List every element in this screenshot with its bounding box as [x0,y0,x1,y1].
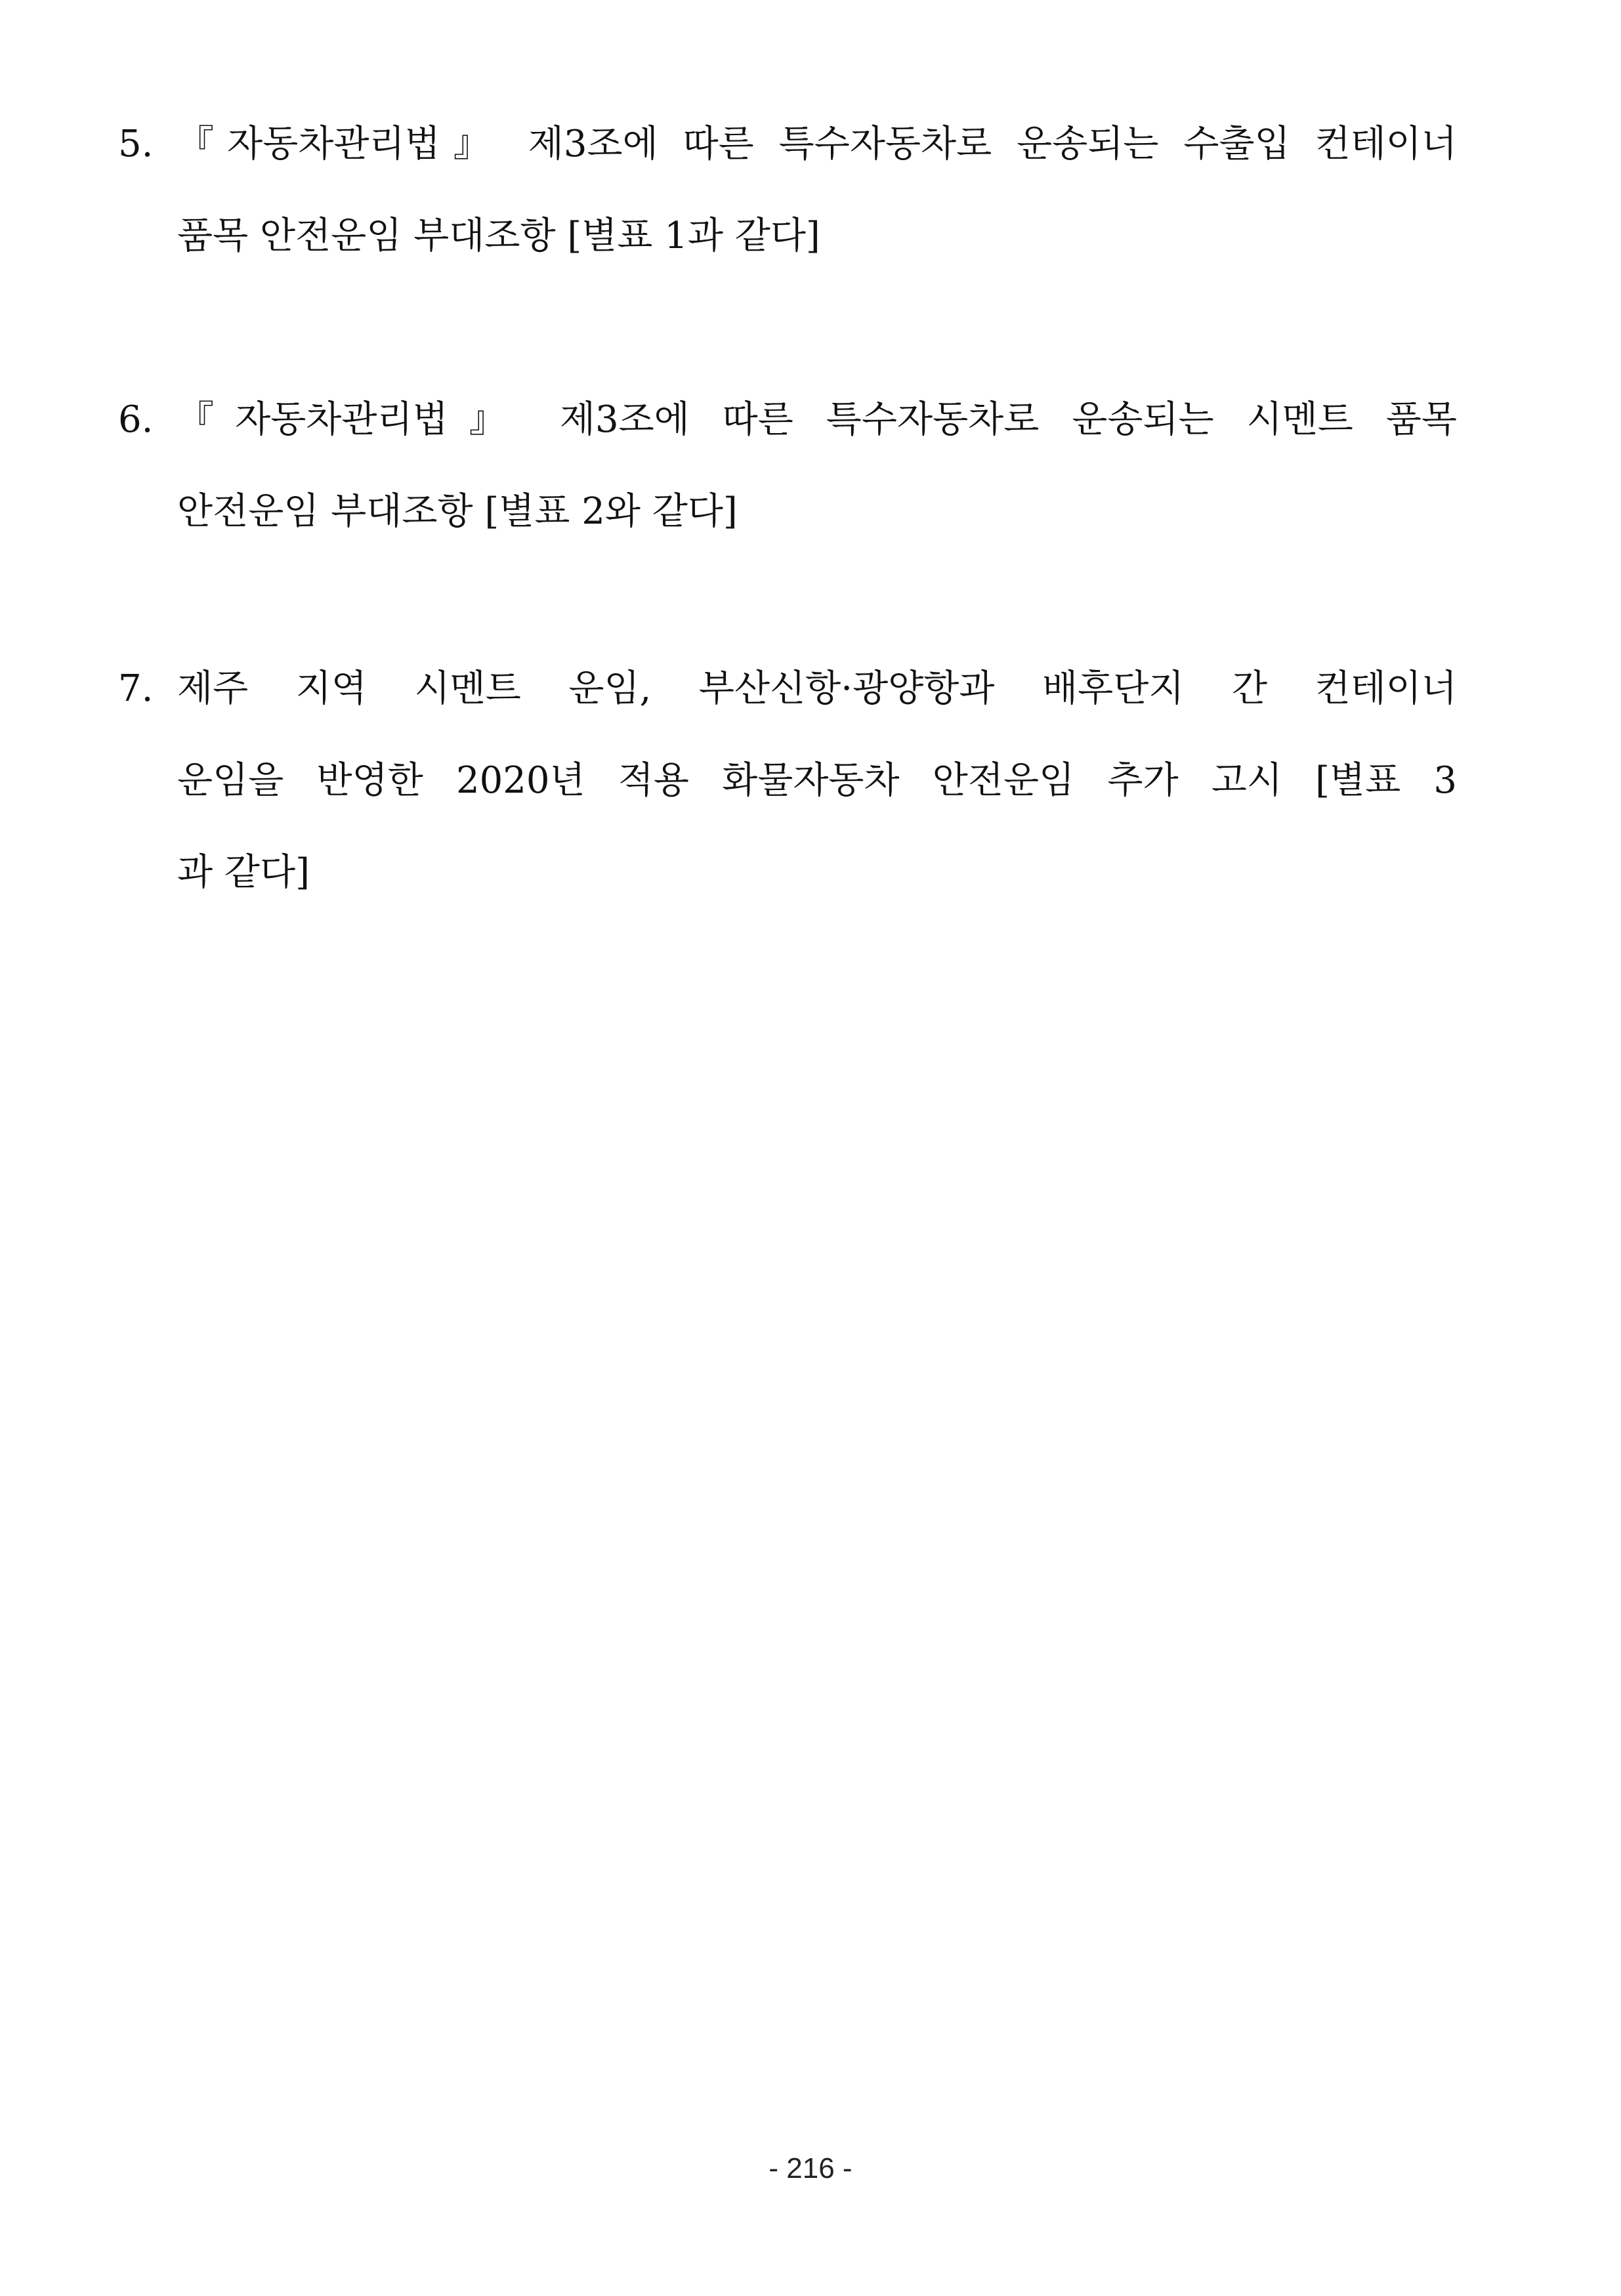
list-item-text: 품목 안전운임 부대조항 [별표 1과 같다] [177,215,820,257]
list-item-line [118,735,1457,827]
list-item-text: 과 같다] [177,851,310,894]
list-item-line [118,374,1457,466]
page-number: - 216 - [768,2152,853,2184]
list-item-number: 5. [118,123,154,165]
list-item-7 [118,643,1457,919]
list-item-5 [118,98,1457,282]
list-item-6 [118,374,1457,558]
list-item-text: 『자동차관리법』 제3조에 따른 특수자동차로 운송되는 수출입 컨테이너 [177,123,1457,165]
list-item-number: 7. [118,667,154,710]
list-item-line [118,643,1457,735]
list-item-number: 6. [118,398,154,441]
list-item-line [118,190,1457,282]
list-item-text: 운임을 반영한 2020년 적용 화물자동차 안전운임 추가 고시 [별표 3 [177,759,1457,802]
list-item-text: 『자동차관리법』 제3조에 따른 특수자동차로 운송되는 시멘트 품목 [177,398,1457,441]
list-item-text: 안전운임 부대조항 [별표 2와 같다] [177,490,738,533]
list-item-line [118,466,1457,558]
list-item-line [118,827,1457,919]
list-item-line [118,98,1457,190]
list-item-text: 제주 지역 시멘트 운임, 부산신항·광양항과 배후단지 간 컨테이너 [177,667,1457,710]
